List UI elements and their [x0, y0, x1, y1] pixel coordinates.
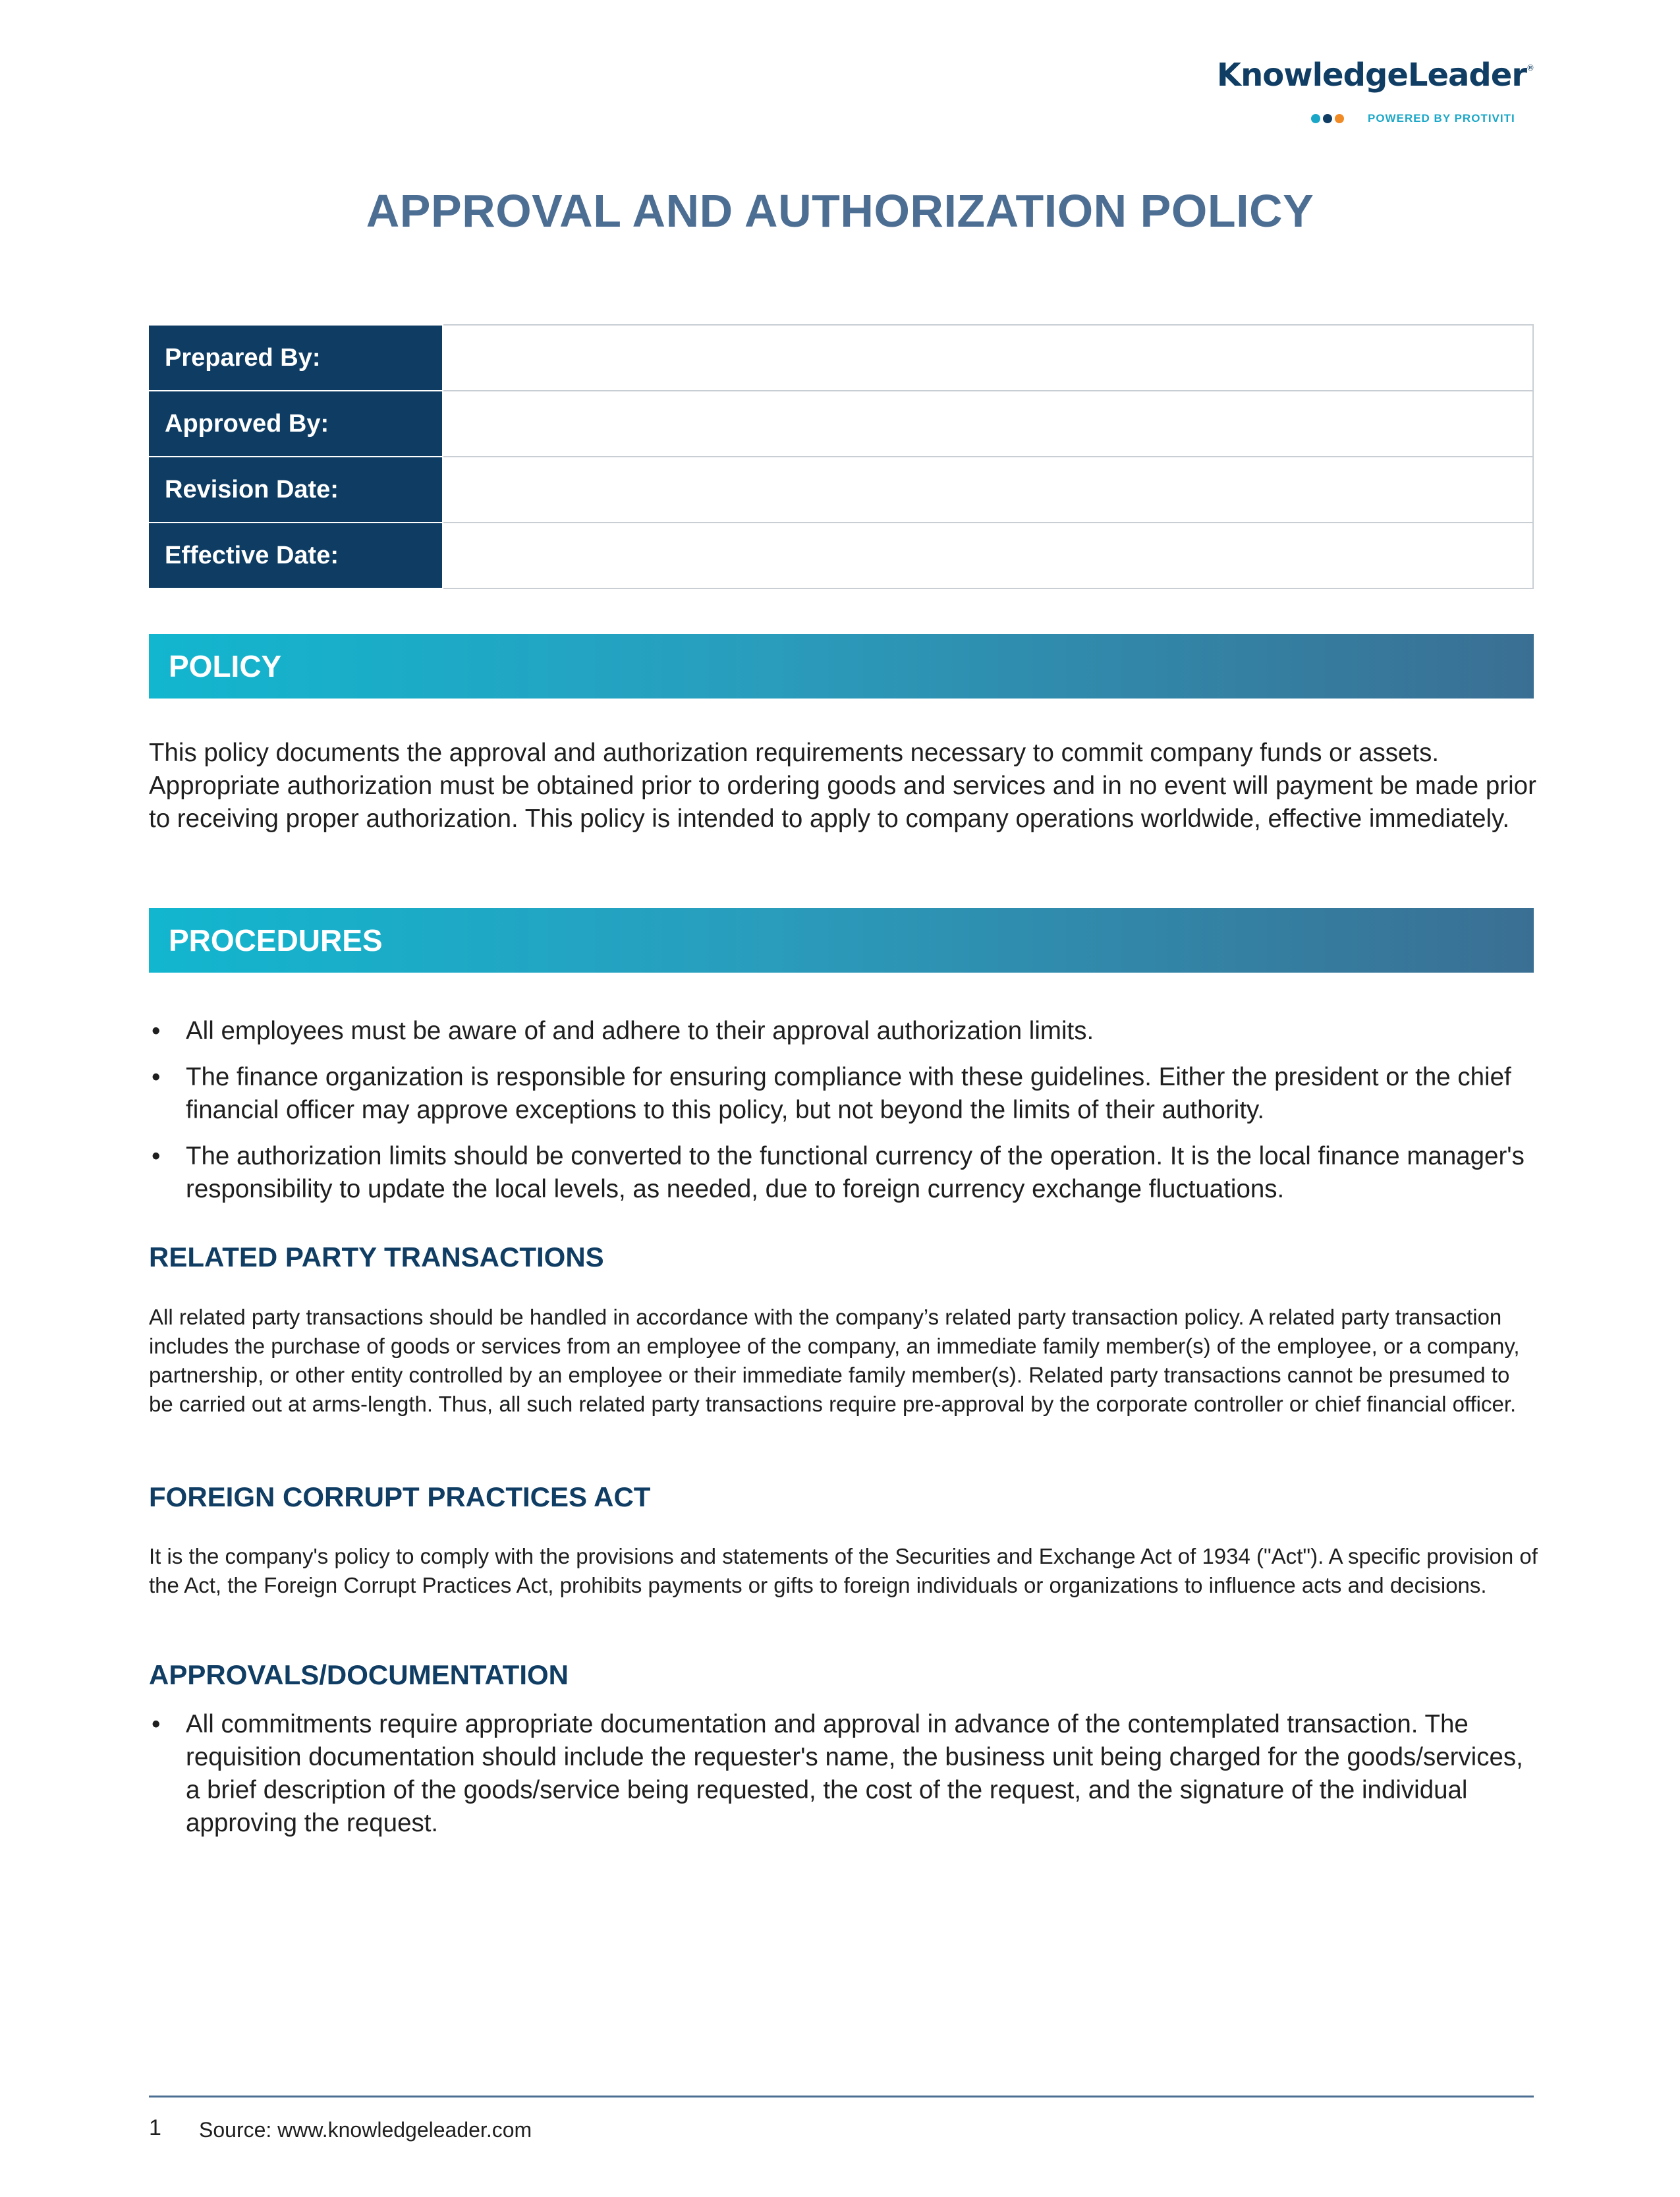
procedures-section-banner: PROCEDURES: [149, 908, 1534, 973]
approvals-heading: APPROVALS/DOCUMENTATION: [149, 1659, 569, 1690]
logo-dot: [1323, 114, 1332, 123]
prepared-by-label: Prepared By:: [149, 325, 443, 391]
list-item: [149, 1015, 1539, 1048]
procedures-list: [149, 1015, 1539, 1219]
source-link[interactable]: Source: www.knowledgeleader.com: [199, 2118, 532, 2142]
page-number: 1: [149, 2115, 161, 2140]
related-party-text: All related party transactions should be handled in accordance with the company’s related party transaction policy. A related party transaction includes the purchase of goods or services from an employee of the company, an immediate family member(s) of the employee, or a company, partnership, or other entity controlled by an employee or their immediate family member(s). Related party transactions cannot be presumed to be carried out at arms-length. Thus, all such related party transactions require pre-approval by the corporate controller or chief financial officer.: [149, 1305, 1520, 1416]
approvals-list: [149, 1708, 1539, 1853]
list-item: [149, 1708, 1539, 1840]
logo-wordmark: [1217, 57, 1534, 94]
fcpa-text: It is the company's policy to comply with the provisions and statements of the Securities and Exchange Act of 1934 ("Act"). A specific provision of the Act, the Foreign Corrupt Practices Act, prohibits payments or gifts to foreign individuals or organizations to influence acts and decisions.: [149, 1544, 1538, 1597]
knowledgeleader-logo[interactable]: [1218, 57, 1534, 129]
effective-date-label: Effective Date:: [149, 523, 443, 588]
fcpa-heading: FOREIGN CORRUPT PRACTICES ACT: [149, 1481, 651, 1512]
logo-tagline: POWERED BY PROTIVITI: [1368, 112, 1515, 125]
procedure-text: All employees must be aware of and adhere to their approval authorization limits.: [186, 1017, 1094, 1045]
bullet-icon: •: [152, 1017, 161, 1045]
table-row: [149, 325, 1533, 391]
logo-dot: [1335, 114, 1344, 123]
bullet-icon: •: [152, 1710, 161, 1738]
procedure-text: The authorization limits should be converted to the functional currency of the operation. It is the local finance manager's responsibility to update the local levels, as needed, due to foreign currency exchange fluctuations.: [186, 1142, 1525, 1203]
logo-dots-icon: [1311, 112, 1344, 125]
logo-registered-mark: ®: [1526, 63, 1534, 72]
list-item: [149, 1061, 1539, 1127]
approval-text: All commitments require appropriate documentation and approval in advance of the contemplated transaction. The requisition documentation should include the requester's name, the business unit being charged for the goods/services, a brief description of the goods/service being requested, the cost of the request, and the signature of the individual approving the request.: [186, 1710, 1523, 1837]
table-row: [149, 457, 1533, 523]
logo-text: KnowledgeLeader: [1216, 57, 1526, 94]
table-row: [149, 523, 1533, 588]
procedure-text: The finance organization is responsible for ensuring compliance with these guidelines. Either the president or the chief financial officer may approve exceptions to this policy, but not beyond the limits of their authority.: [186, 1063, 1511, 1124]
policy-text: This policy documents the approval and authorization requirements necessary to commit company funds or assets. Appropriate authorization must be obtained prior to ordering goods and services and in no event will payment be made prior to receiving proper authorization. This policy is intended to apply to company operations worldwide, effective immediately.: [149, 739, 1536, 833]
logo-dot: [1311, 114, 1320, 123]
bullet-icon: •: [152, 1142, 161, 1170]
table-row: [149, 391, 1533, 457]
bullet-icon: •: [152, 1063, 161, 1091]
footer-divider: [149, 2096, 1534, 2097]
prepared-by-field[interactable]: [443, 325, 1533, 391]
policy-section-banner: POLICY: [149, 634, 1534, 699]
document-title: APPROVAL AND AUTHORIZATION POLICY: [366, 185, 1314, 237]
revision-date-field[interactable]: [443, 457, 1533, 523]
approved-by-field[interactable]: [443, 391, 1533, 457]
related-party-heading: RELATED PARTY TRANSACTIONS: [149, 1241, 604, 1272]
effective-date-field[interactable]: [443, 523, 1533, 588]
revision-date-label: Revision Date:: [149, 457, 443, 523]
list-item: [149, 1140, 1539, 1206]
approved-by-label: Approved By:: [149, 391, 443, 457]
document-info-table: [149, 324, 1534, 589]
